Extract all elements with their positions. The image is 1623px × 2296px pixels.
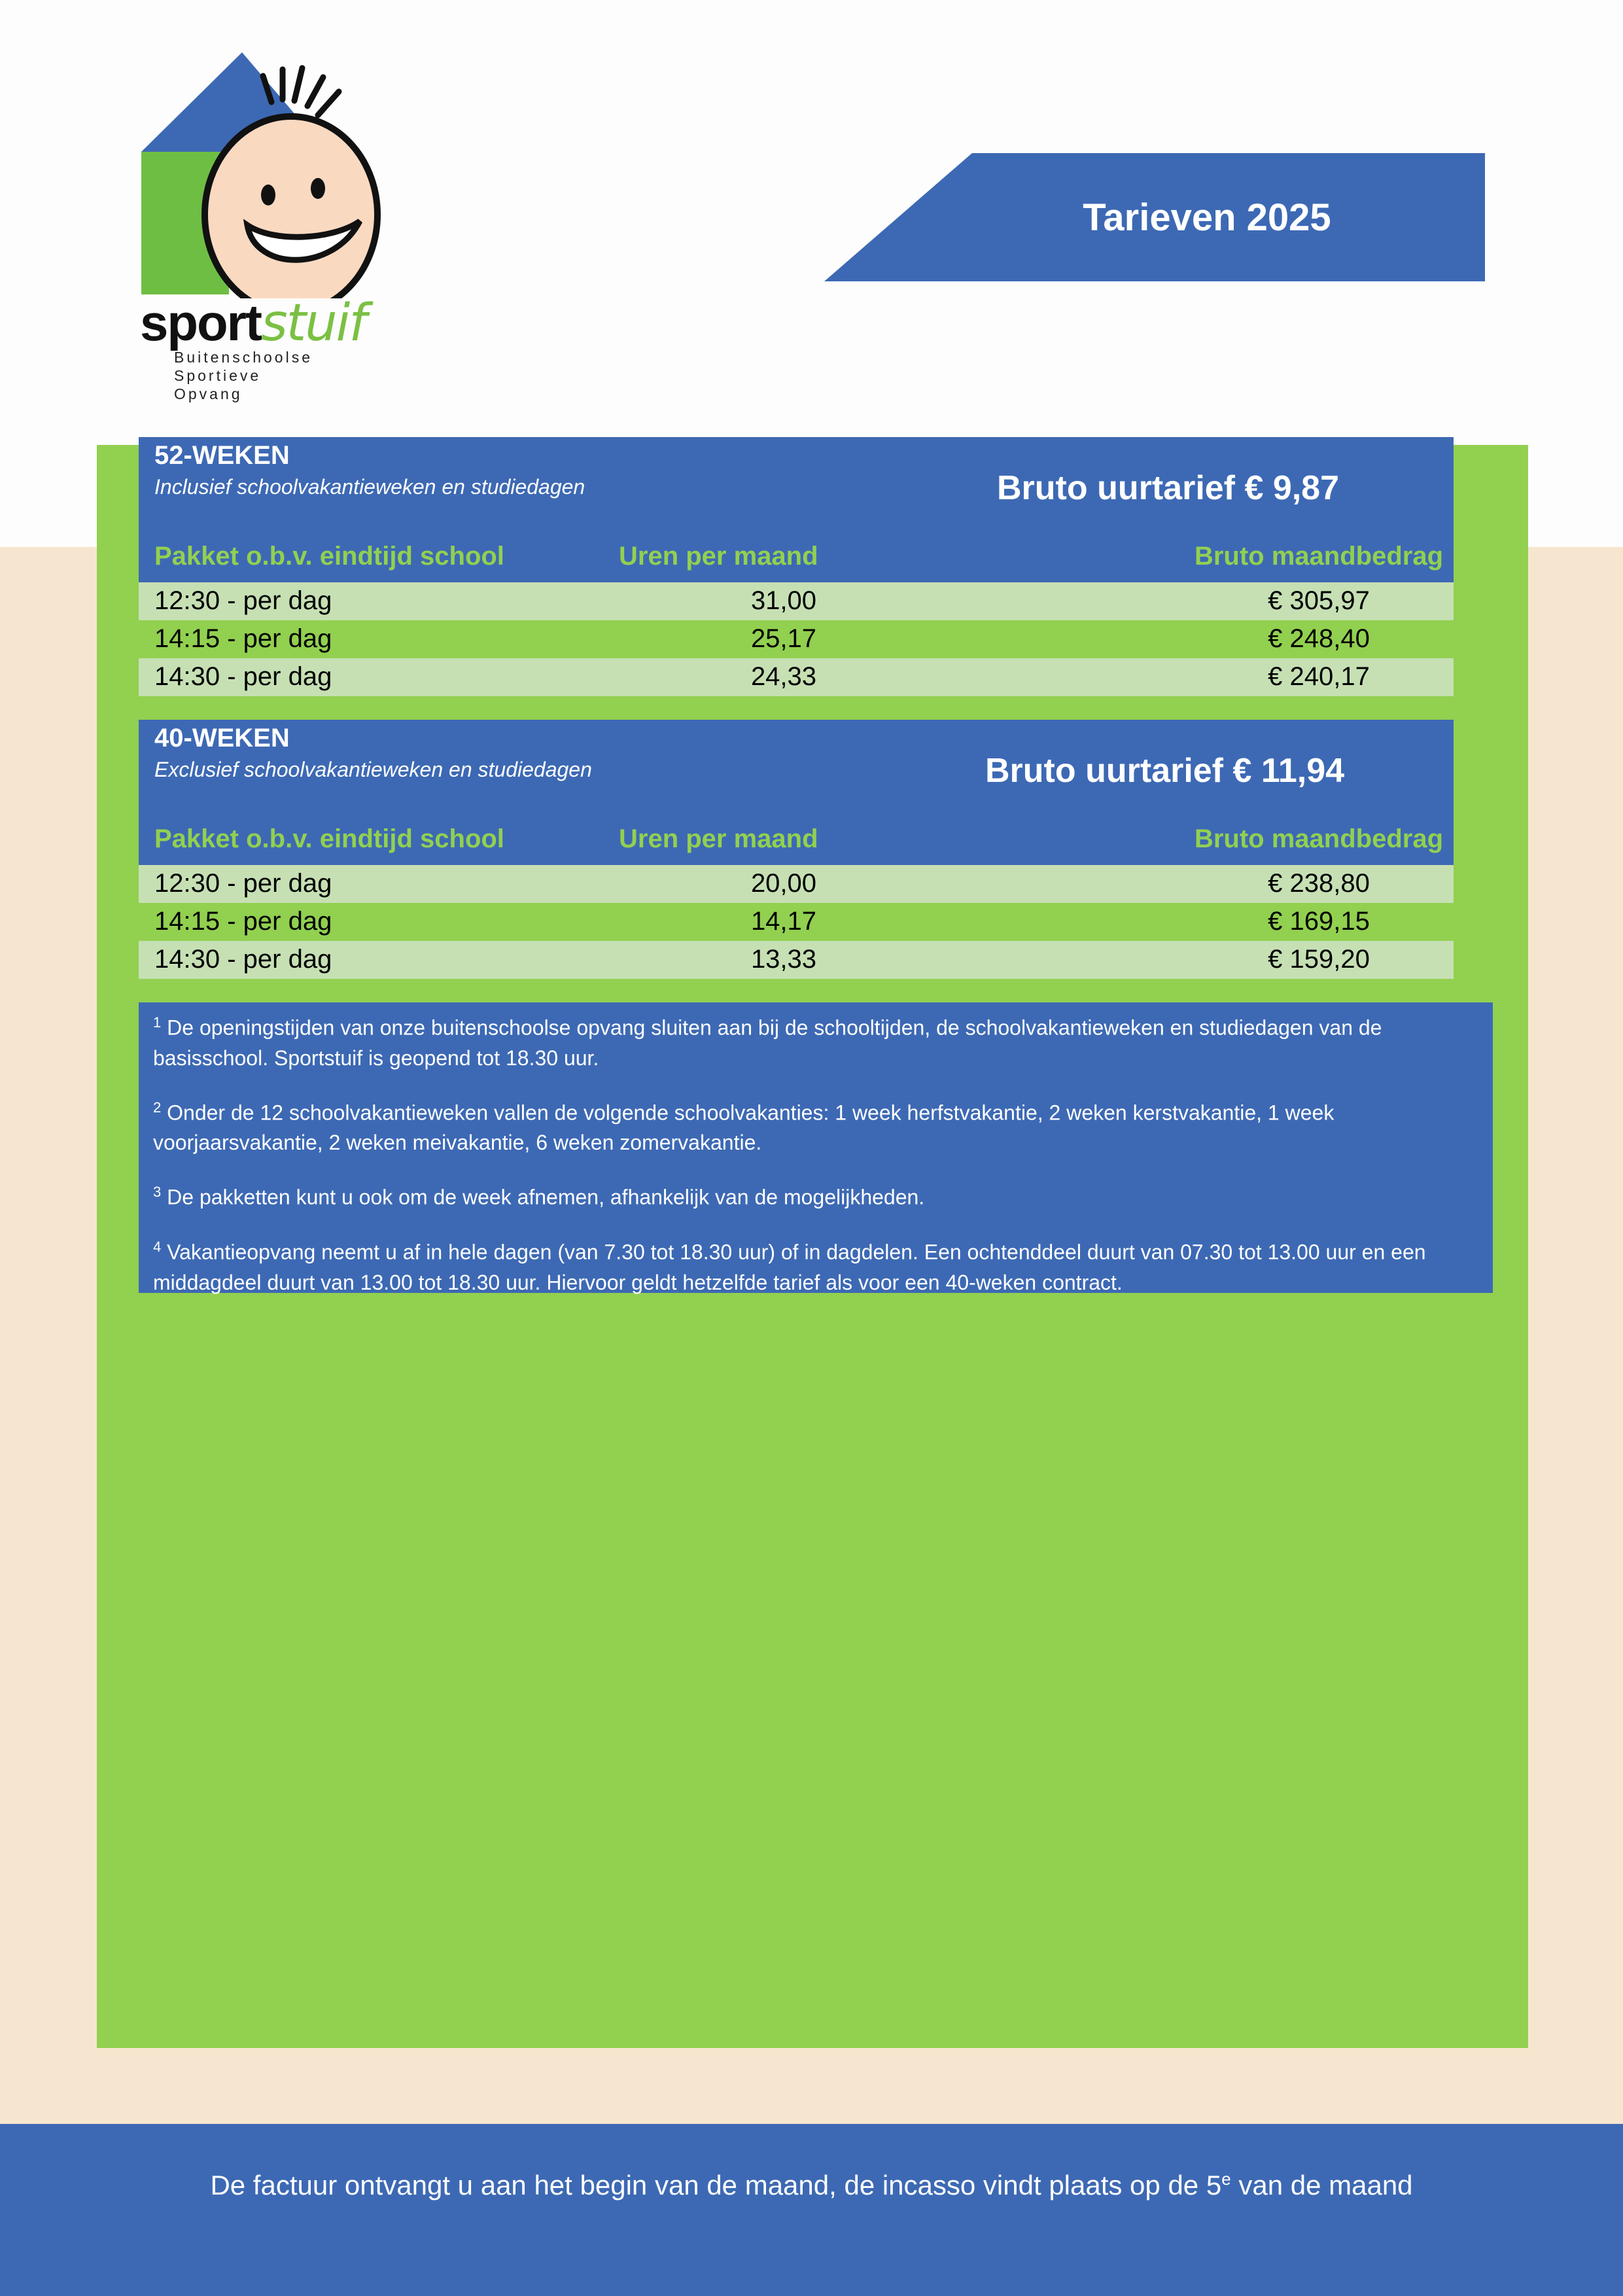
cell-pakket: 14:30 - per dag	[154, 662, 332, 691]
footnote: $^4$ Vakantieopvang neemt u af in hele dagen (van 7.30 tot 18.30 uur) of in dagdelen. Een ochtenddeel duurt van 07.30 tot 13.00 uur en een middagdeel duurt van 13.00 tot 18.30 uur. Hiervoor geldt hetzelfde tarief als voor een 40-weken contract.	[153, 1238, 1426, 1294]
cell-pakket: 12:30 - per dag	[154, 586, 332, 615]
logo-figure-icon	[137, 50, 386, 298]
table-row	[139, 620, 1454, 658]
table-row	[139, 658, 1454, 696]
hourly-rate: Bruto uurtarief € 11,94	[985, 752, 1345, 790]
cell-uren: 31,00	[750, 586, 817, 615]
table-label: 40-WEKEN	[154, 724, 290, 752]
table-row	[139, 941, 1454, 979]
column-header-pakket: Pakket o.b.v. eindtijd school	[154, 824, 504, 853]
cell-uren: 25,17	[750, 624, 817, 653]
column-header-bedrag: Bruto maandbedrag	[1194, 542, 1444, 571]
footnote: $^3$ De pakketten kunt u ook om de week afnemen, afhankelijk van de mogelijkheden.	[153, 1184, 925, 1209]
cell-uren: 13,33	[750, 945, 817, 974]
column-header-pakket: Pakket o.b.v. eindtijd school	[154, 542, 504, 571]
sportstuif-logo	[137, 50, 386, 416]
cell-pakket: 14:15 - per dag	[154, 624, 332, 653]
logo-tagline: Buitenschoolse Sportieve Opvang	[174, 349, 313, 402]
logo-wordmark: sportstuif	[140, 294, 366, 353]
table-header	[139, 720, 1454, 865]
column-header-uren: Uren per maand	[619, 824, 818, 853]
cell-bedrag: € 238,80	[1268, 869, 1370, 898]
column-header-bedrag: Bruto maandbedrag	[1194, 824, 1444, 853]
cell-pakket: 12:30 - per dag	[154, 869, 332, 898]
table-subtitle: Inclusief schoolvakantieweken en studiedagen	[154, 475, 585, 499]
table-row	[139, 903, 1454, 941]
footnote: $^2$ Onder de 12 schoolvakantieweken vallen de volgende schoolvakanties: 1 week herfstvakantie, 2 weken kerstvakantie, 1 week voorjaarsvakantie, 2 weken meivakantie, 6 weken zomervakantie.	[153, 1099, 1335, 1155]
footnote: $^1$ De openingstijden van onze buitenschoolse opvang sluiten aan bij de schooltijden, de schoolvakantieweken en studiedagen van de basisschool. Sportstuif is geopend tot 18.30 uur.	[153, 1014, 1382, 1070]
cell-uren: 24,33	[750, 662, 817, 691]
footer-bar	[0, 2124, 1623, 2296]
rate-table-40-weken	[139, 720, 1454, 979]
cell-uren: 14,17	[750, 907, 817, 936]
cell-bedrag: € 169,15	[1268, 907, 1370, 936]
footnotes	[139, 1002, 1493, 1293]
cell-pakket: 14:15 - per dag	[154, 907, 332, 936]
hourly-rate: Bruto uurtarief € 9,87	[997, 469, 1340, 507]
cell-bedrag: € 240,17	[1268, 662, 1370, 691]
cell-uren: 20,00	[750, 869, 817, 898]
cell-bedrag: € 305,97	[1268, 586, 1370, 615]
rate-table-52-weken	[139, 437, 1454, 696]
table-subtitle: Exclusief schoolvakantieweken en studiedagen	[154, 758, 592, 781]
table-header	[139, 437, 1454, 582]
cell-bedrag: € 159,20	[1268, 945, 1370, 974]
table-label: 52-WEKEN	[154, 441, 290, 470]
table-row	[139, 865, 1454, 903]
cell-bedrag: € 248,40	[1268, 624, 1370, 653]
table-row	[139, 582, 1454, 620]
page-title: Tarieven 2025	[1083, 196, 1331, 239]
cell-pakket: 14:30 - per dag	[154, 945, 332, 974]
footer-text: De factuur ontvangt u aan het begin van de maand, de incasso vindt plaats op de 5e van de maand	[210, 2169, 1413, 2200]
column-header-uren: Uren per maand	[619, 542, 818, 571]
